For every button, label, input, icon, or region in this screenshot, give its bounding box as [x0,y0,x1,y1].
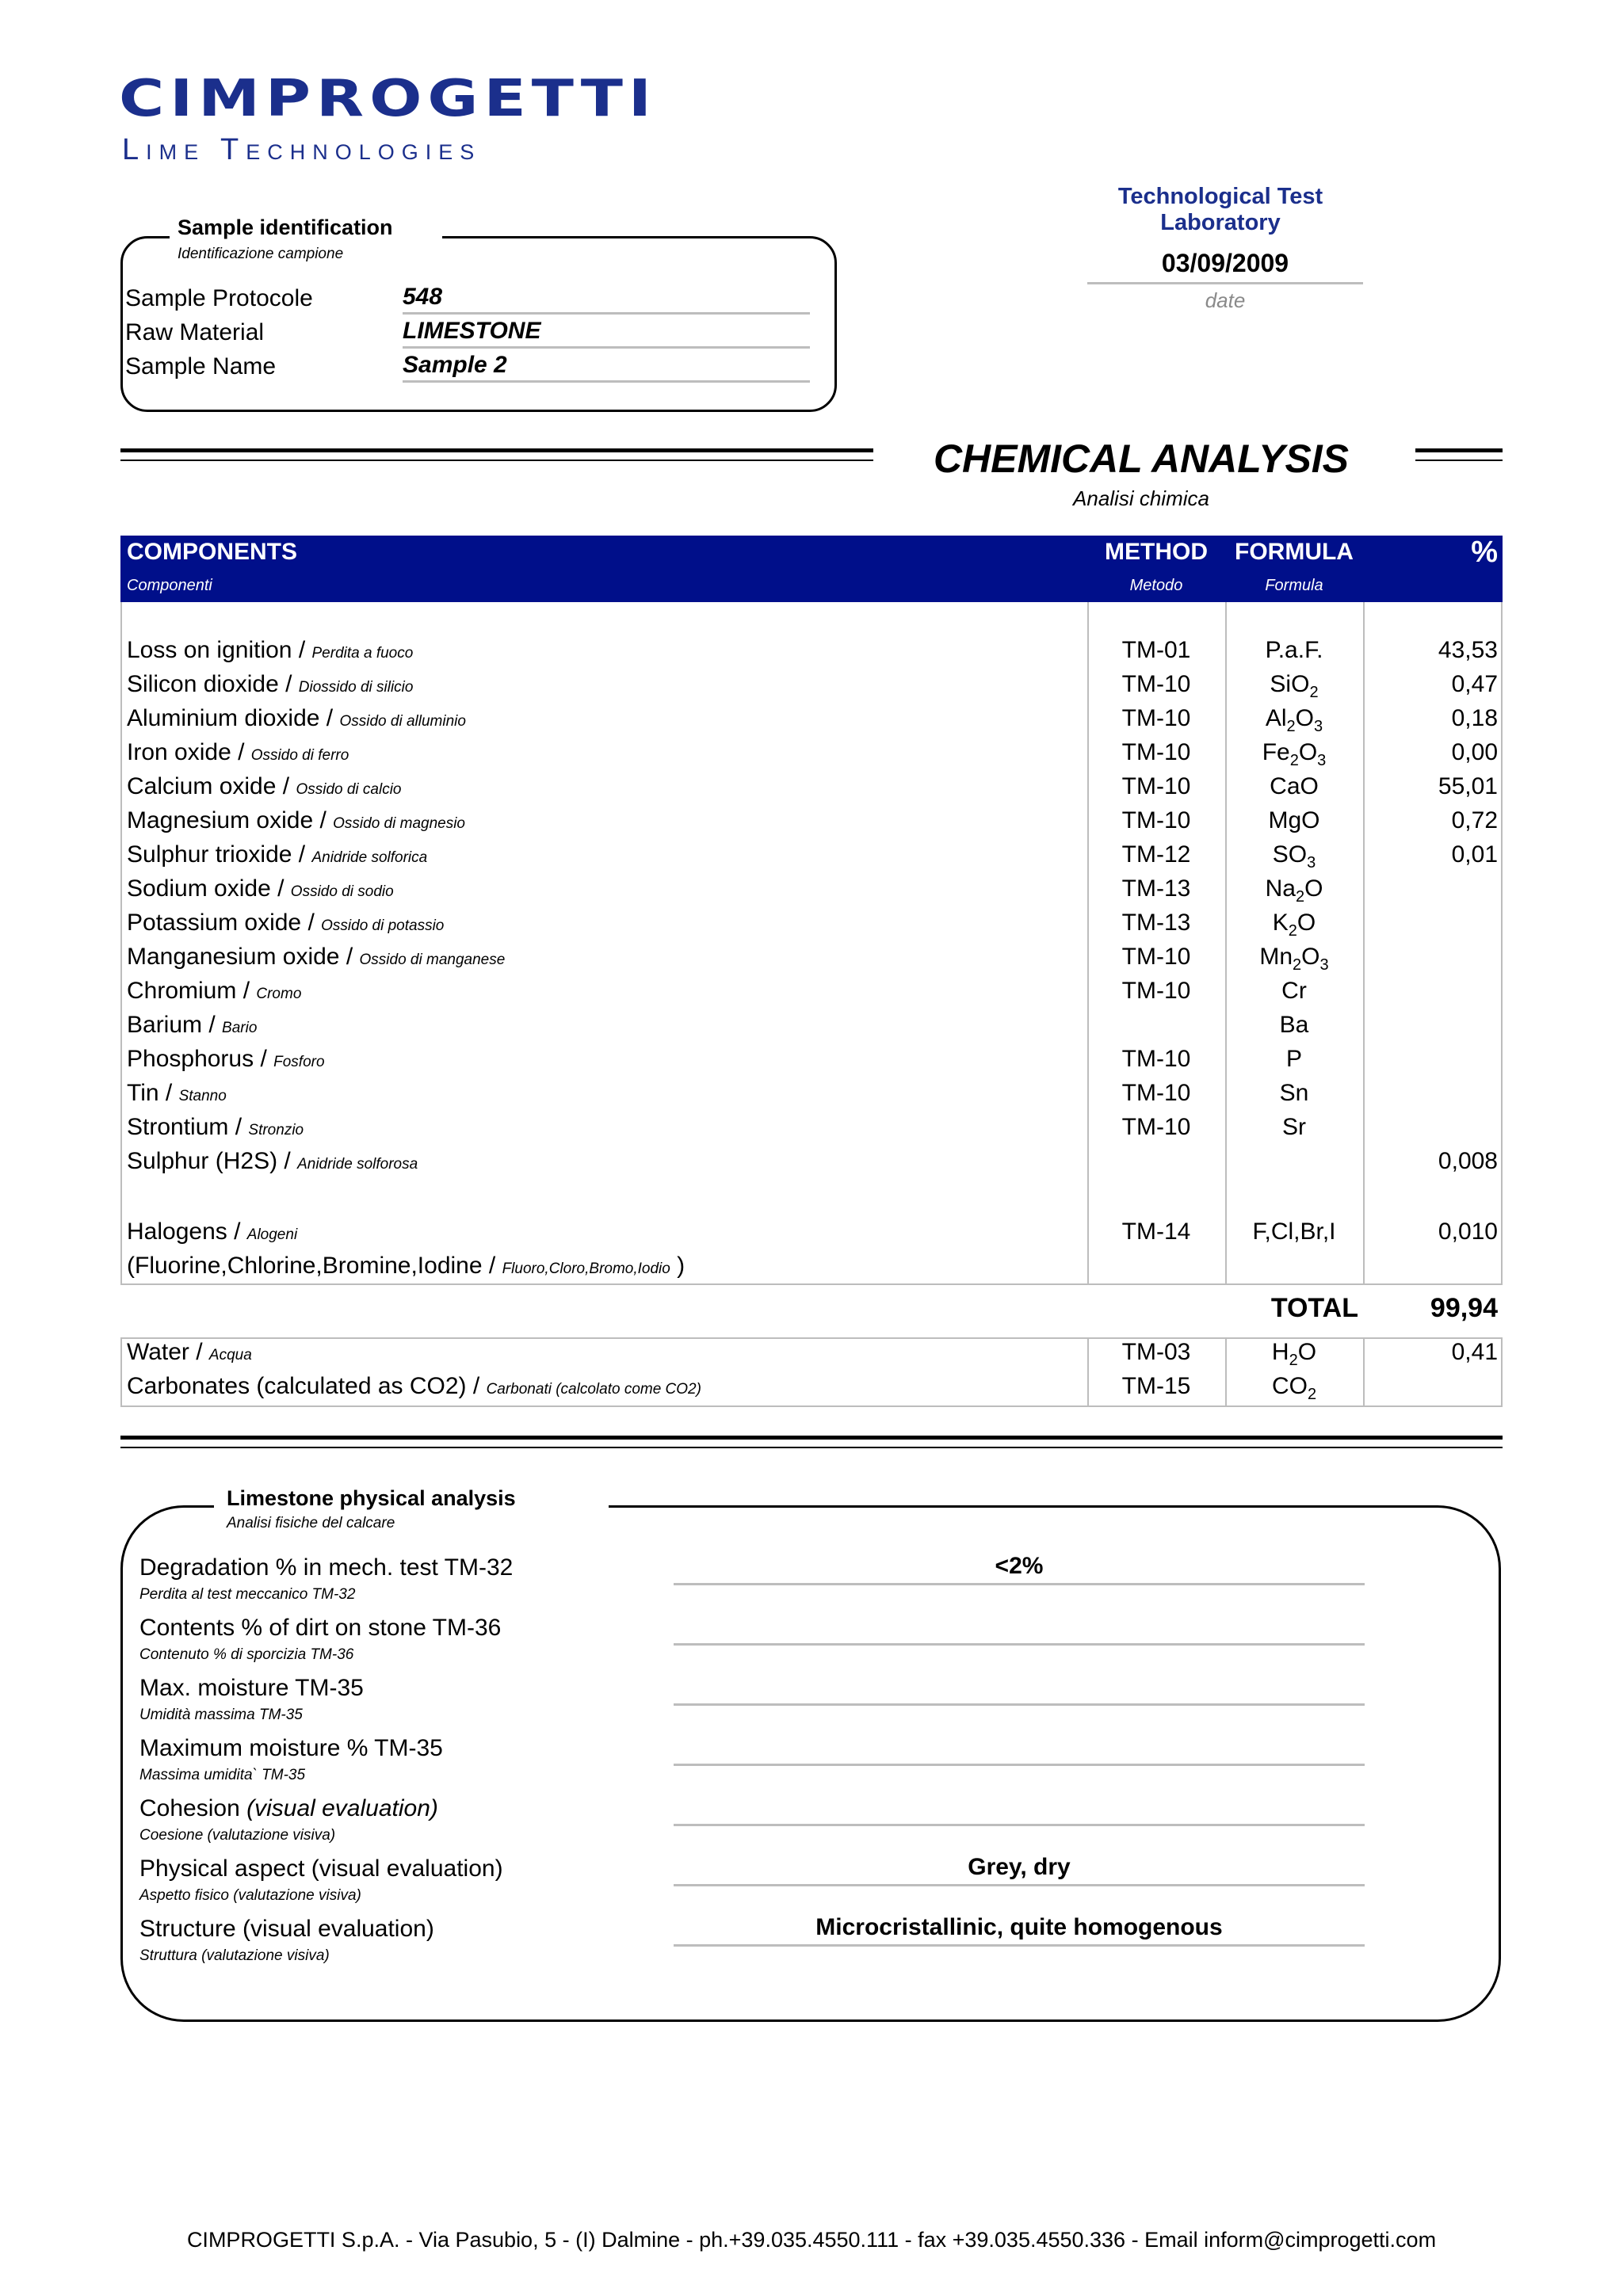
component-name: Phosphorus / Fosforo [127,1046,325,1072]
physical-analysis-heading: Limestone physical analysis [227,1486,516,1510]
component-formula: $K_2O$ [1272,910,1316,940]
sample-identification-heading: Sample identification [178,215,393,239]
component-formula: SiO$_2$ [1270,671,1319,701]
component-method: TM-10 [1121,807,1191,833]
component-method: TM-10 [1121,1046,1191,1072]
raw-material-value: LIMESTONE [403,318,810,349]
component-formula: Cr [1281,978,1307,1004]
table-row [120,1148,1503,1181]
component-formula: Sr [1282,1114,1306,1140]
component-formula: P [1285,1046,1302,1072]
physical-test-label: Structure (visual evaluation) [139,1916,434,1942]
component-formula: CaO [1270,773,1319,799]
component-name: Calcium oxide / Ossido di calcio [127,773,402,799]
divider-rule [120,1447,1503,1448]
table-row [120,705,1503,738]
component-method: TM-14 [1121,1219,1191,1245]
lab-title: Technological Test Laboratory [1117,184,1323,235]
header-components: COMPONENTS [127,539,298,565]
component-method: TM-03 [1121,1339,1191,1365]
component-name: Iron oxide / Ossido di ferro [127,739,349,765]
component-formula: $Mn_2O_3$ [1259,944,1329,974]
component-value: 0,72 [1451,807,1498,833]
physical-test-label-it: Struttura (valutazione visiva) [139,1947,330,1964]
physical-test-label-it: Contenuto % di sporcizia TM-36 [139,1646,354,1663]
table-header [120,536,1503,602]
component-name: Chromium / Cromo [127,978,302,1004]
component-value: 0,41 [1451,1339,1498,1365]
component-formula: $Na_2O$ [1265,875,1323,906]
divider-rule [120,448,873,452]
physical-test-value: <2% [674,1553,1365,1585]
component-formula: P.a.F. [1265,637,1323,663]
table-row [120,1080,1503,1113]
component-name: Sulphur (H2S) / Anidride solforosa [127,1148,418,1174]
physical-test-value: Microcristallinic, quite homogenous [674,1914,1365,1947]
component-name: Aluminium dioxide / Ossido di alluminio [127,705,466,731]
table-row-halogens [120,1219,1503,1252]
component-value: 55,01 [1438,773,1498,799]
sample-name-value: Sample 2 [403,352,810,383]
sample-protocol-value: 548 [403,284,810,315]
component-name: Carbonates (calculated as CO2) / Carbonati (calcolato come CO2) [127,1373,701,1399]
table-row-halogens-detail [120,1253,1503,1286]
component-method: TM-12 [1121,841,1191,868]
component-name: Sulphur trioxide / Anidride solforica [127,841,428,868]
component-formula: $SO_3$ [1272,841,1316,871]
component-value: 0,01 [1451,841,1498,868]
footer-contact: CIMPROGETTI S.p.A. - Via Pasubio, 5 - (I) Dalmine - ph.+39.035.4550.111 - fax +39.035.4550.336 - Email inform@cimprogetti.com [186,2228,1437,2252]
table-row [120,944,1503,977]
chemical-analysis-title: CHEMICAL ANALYSIS [933,437,1350,481]
total-value: 99,94 [1430,1293,1498,1323]
table-row [120,1373,1503,1406]
component-value: 0,010 [1438,1219,1498,1245]
physical-test-value: Grey, dry [674,1854,1365,1886]
component-name: Strontium / Stronzio [127,1114,304,1140]
physical-test-label-it: Perdita al test meccanico TM-32 [139,1586,356,1603]
component-method: TM-10 [1121,705,1191,731]
component-method: TM-10 [1121,944,1191,970]
divider-rule [120,1436,1503,1440]
header-formula-it: Formula [1265,577,1323,594]
component-method: TM-01 [1121,637,1191,663]
sample-identification-heading-it: Identificazione campione [178,246,344,262]
physical-test-label: Degradation % in mech. test TM-32 [139,1554,514,1581]
physical-test-label: Maximum moisture % TM-35 [139,1735,443,1761]
component-formula: MgO [1268,807,1320,833]
sample-name-label: Sample Name [125,353,277,379]
component-method: TM-10 [1121,1114,1191,1140]
header-components-it: Componenti [127,577,212,594]
component-value: 0,00 [1451,739,1498,765]
table-row [120,1046,1503,1079]
component-method: TM-10 [1121,978,1191,1004]
total-label: TOTAL [1270,1293,1358,1323]
physical-test-value [674,1733,1365,1766]
component-name: Magnesium oxide / Ossido di magnesio [127,807,466,833]
component-name: Potassium oxide / Ossido di potassio [127,910,445,936]
company-tagline: Lime Technologies [122,133,482,166]
physical-test-label: Max. moisture TM-35 [139,1675,364,1701]
component-method: TM-10 [1121,1080,1191,1106]
component-method: TM-10 [1121,671,1191,697]
component-formula: $Al_2O_3$ [1265,705,1323,735]
header-formula: FORMULA [1235,539,1354,565]
component-name: Manganesium oxide / Ossido di manganese [127,944,506,970]
component-formula: $Fe_2O_3$ [1262,739,1327,769]
table-row [120,1012,1503,1045]
component-formula: $H_2O$ [1271,1339,1317,1369]
physical-analysis-heading-it: Analisi fisiche del calcare [227,1515,395,1531]
component-method: TM-13 [1121,910,1191,936]
component-formula: F,Cl,Br,I [1252,1219,1336,1245]
physical-test-label: Cohesion (visual evaluation) [139,1795,438,1821]
divider-rule [1415,460,1503,461]
component-value: 0,18 [1451,705,1498,731]
header-method-it: Metodo [1129,577,1183,594]
component-name: Tin / Stanno [127,1080,227,1106]
component-formula: Sn [1279,1080,1309,1106]
component-method: TM-10 [1121,773,1191,799]
component-name: Loss on ignition / Perdita a fuoco [127,637,414,663]
sample-protocol-label: Sample Protocole [125,285,313,311]
header-method: METHOD [1105,539,1208,565]
component-formula: $CO_2$ [1271,1373,1317,1403]
component-name: Sodium oxide / Ossido di sodio [127,875,394,902]
physical-test-value [674,1673,1365,1706]
table-row [120,671,1503,704]
header-percent: % [1471,536,1498,569]
company-logo: CIMPROGETTI [119,70,657,128]
physical-test-value [674,1794,1365,1826]
table-row [120,978,1503,1011]
table-row [120,875,1503,909]
raw-material-label: Raw Material [125,319,265,345]
component-value: 0,47 [1451,671,1498,697]
table-row [120,807,1503,841]
physical-test-label-it: Massima umidita` TM-35 [139,1767,306,1783]
halogens-detail: (Fluorine,Chlorine,Bromine,Iodine / Fluoro,Cloro,Bromo,Iodio ) [127,1253,685,1279]
date-label: date [1205,288,1246,312]
physical-test-value [674,1613,1365,1646]
component-name: Silicon dioxide / Diossido di silicio [127,671,414,697]
component-value: 0,008 [1438,1148,1498,1174]
component-method: TM-15 [1121,1373,1191,1399]
table-row [120,773,1503,807]
table-row [120,1114,1503,1147]
table-row [120,841,1503,875]
physical-test-label-it: Umidità massima TM-35 [139,1707,303,1723]
physical-test-label-it: Coesione (valutazione visiva) [139,1827,336,1844]
divider-rule [1415,448,1503,452]
table-row [120,1339,1503,1372]
component-name: Water / Acqua [127,1339,252,1365]
component-name: Barium / Bario [127,1012,258,1038]
report-date: 03/09/2009 [1161,249,1289,277]
component-value: 43,53 [1438,637,1498,663]
date-underline [1087,282,1363,284]
divider-rule [120,460,873,461]
table-row [120,637,1503,670]
component-name: Halogens / Alogeni [127,1219,298,1245]
table-row [120,910,1503,943]
chemical-analysis-subtitle: Analisi chimica [1073,486,1209,510]
physical-test-label: Contents % of dirt on stone TM-36 [139,1615,502,1641]
table-row [120,739,1503,772]
component-method: TM-13 [1121,875,1191,902]
physical-test-label-it: Aspetto fisico (valutazione visiva) [139,1887,361,1904]
component-method: TM-10 [1121,739,1191,765]
component-formula: Ba [1279,1012,1309,1038]
physical-test-label: Physical aspect (visual evaluation) [139,1855,503,1882]
